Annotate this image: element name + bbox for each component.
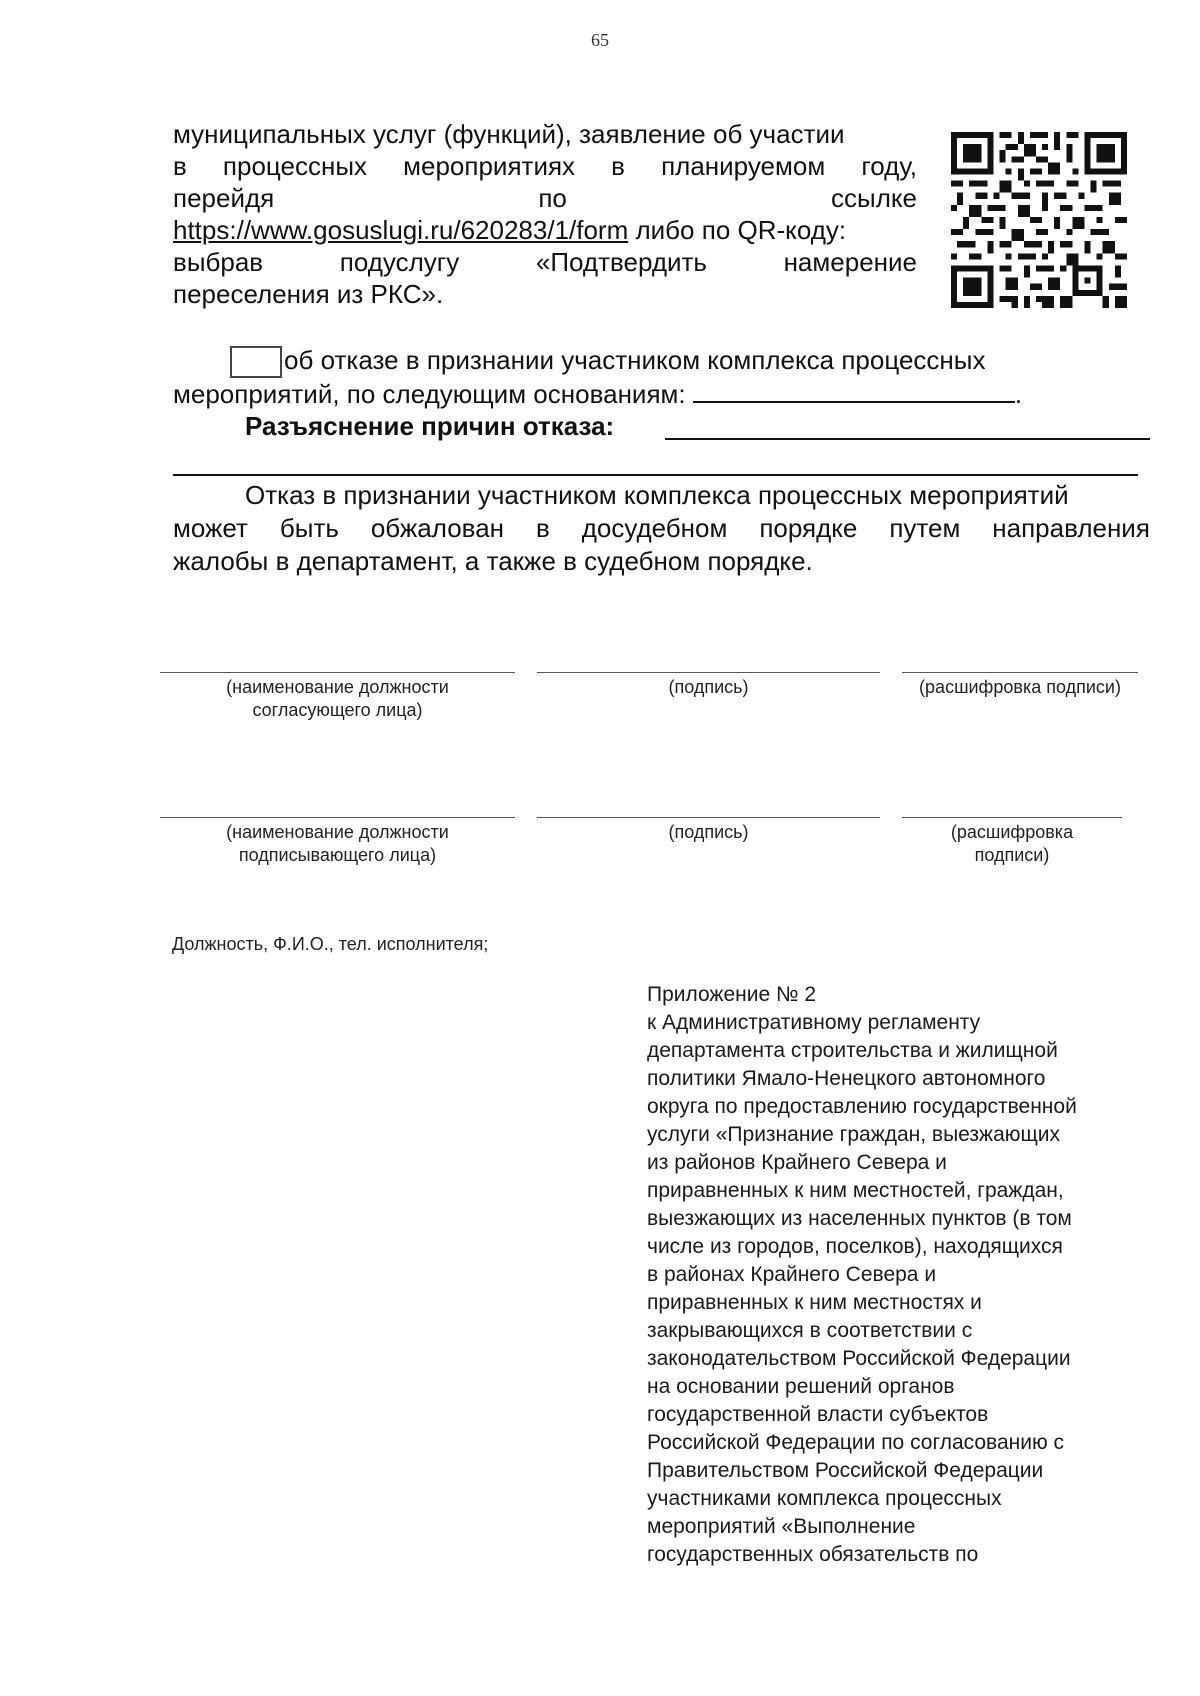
appendix-line: выезжающих из населенных пунктов (в том [647, 1207, 1072, 1230]
qr-hint-text: либо по QR-коду: [628, 215, 847, 245]
word: подуслугу [339, 247, 460, 277]
word: «Подтвердить [535, 247, 707, 277]
gosuslugi-link[interactable]: https://www.gosuslugi.ru/620283/1/form [173, 215, 629, 245]
word: может [173, 513, 248, 543]
word: в [535, 513, 550, 543]
word: порядке [759, 513, 858, 543]
signer-decoding-line[interactable] [902, 817, 1122, 818]
word: ссылке [831, 183, 917, 213]
appeal-line-3: жалобы в департамент, а также в судебном порядке. [173, 546, 813, 576]
appendix-line: мероприятий «Выполнение [647, 1515, 916, 1538]
caption-line: (наименование должности [226, 677, 449, 697]
appendix-line: департамента строительства и жилищной [647, 1039, 1058, 1062]
refusal-grounds-field[interactable] [693, 377, 1015, 403]
caption-line: согласующего лица) [252, 700, 423, 720]
appeal-paragraph [173, 479, 1150, 578]
appendix-line: Приложение № 2 [647, 983, 817, 1006]
signer-position-line[interactable] [160, 817, 515, 818]
word: в [611, 151, 625, 181]
appendix-line: государственных обязательств по [647, 1543, 979, 1566]
word: мероприятиях [403, 151, 576, 181]
word: намерение [783, 247, 917, 277]
explanation-field-line-2[interactable] [173, 474, 1138, 476]
word: процессных [222, 151, 368, 181]
approver-decoding-line[interactable] [902, 672, 1138, 673]
appendix-line: закрывающихся в соответствии с [647, 1319, 973, 1342]
appendix-line: округа по предоставлению государственной [647, 1095, 1077, 1118]
word: перейдя [173, 183, 275, 213]
intro-line-3 [173, 182, 917, 214]
approver-signature-line[interactable] [537, 672, 880, 673]
intro-block [173, 118, 917, 310]
appendix-line: приравненных к ним местностей, граждан, [647, 1179, 1064, 1202]
appendix-line: к Административному регламенту [647, 1011, 981, 1034]
intro-line-6: переселения из РКС». [173, 279, 444, 309]
appendix-line: участниками комплекса процессных [647, 1487, 1002, 1510]
qr-code-icon[interactable] [951, 132, 1127, 308]
intro-line-1: муниципальных услуг (функций), заявление об участии [173, 119, 845, 149]
appendix-line: приравненных к ним местностях и [647, 1291, 982, 1314]
period: . [1014, 379, 1023, 409]
caption-line: подписи) [974, 845, 1050, 865]
intro-line-4 [173, 214, 917, 246]
appeal-line-2 [173, 512, 1150, 545]
signer-signature-line[interactable] [537, 817, 880, 818]
explanation-field[interactable] [665, 414, 1150, 440]
approver-signature-caption: (подпись) [668, 677, 749, 697]
refusal-option-line-1: об отказе в признании участником комплекса процессных [284, 345, 986, 375]
appendix-line: в районах Крайнего Севера и [647, 1263, 937, 1286]
appendix-line: услуги «Признание граждан, выезжающих [647, 1123, 1061, 1146]
caption-line: (наименование должности [226, 822, 449, 842]
intro-line-2 [173, 150, 917, 182]
appendix-line: законодательством Российской Федерации [647, 1347, 1071, 1370]
refusal-grounds-label: мероприятий, по следующим основаниям: [173, 379, 686, 409]
word: по [538, 183, 567, 213]
caption-line: (расшифровка [950, 822, 1074, 842]
word: планируемом [661, 151, 826, 181]
signer-decoding-caption [902, 821, 1122, 867]
word: быть [279, 513, 339, 543]
appendix-line: Российской Федерации по согласованию с [647, 1431, 1065, 1454]
refusal-option-line-2 [173, 377, 1022, 410]
appendix-line: на основании решений органов [647, 1375, 955, 1398]
word: досудебном [581, 513, 728, 543]
word: в [173, 151, 187, 181]
approver-decoding-caption: (расшифровка подписи) [919, 677, 1121, 697]
word: путем [889, 513, 961, 543]
explanation-label: Разъяснение причин отказа: [245, 411, 615, 441]
appeal-line-1: Отказ в признании участником комплекса процессных мероприятий [245, 480, 1069, 510]
signer-signature-caption: (подпись) [668, 822, 749, 842]
appendix-line: из районов Крайнего Севера и [647, 1151, 947, 1174]
signer-position-caption [160, 821, 515, 867]
page-number: 65 [591, 30, 609, 50]
appendix-line: Правительством Российской Федерации [647, 1459, 1044, 1482]
word: направления [992, 513, 1150, 543]
appendix-line: политики Ямало-Ненецкого автономного [647, 1067, 1046, 1090]
word: выбрав [173, 247, 264, 277]
word: году, [861, 151, 917, 181]
intro-line-5 [173, 246, 917, 278]
caption-line: подписывающего лица) [238, 845, 437, 865]
executor-line: Должность, Ф.И.О., тел. исполнителя; [172, 934, 489, 954]
checkbox-empty-icon[interactable] [230, 346, 282, 378]
approver-position-caption [160, 676, 515, 722]
word: обжалован [370, 513, 505, 543]
appendix-line: числе из городов, поселков), находящихся [647, 1235, 1063, 1258]
appendix-line: государственной власти субъектов [647, 1403, 989, 1426]
approver-position-line[interactable] [160, 672, 515, 673]
appendix-header [647, 981, 1157, 1569]
